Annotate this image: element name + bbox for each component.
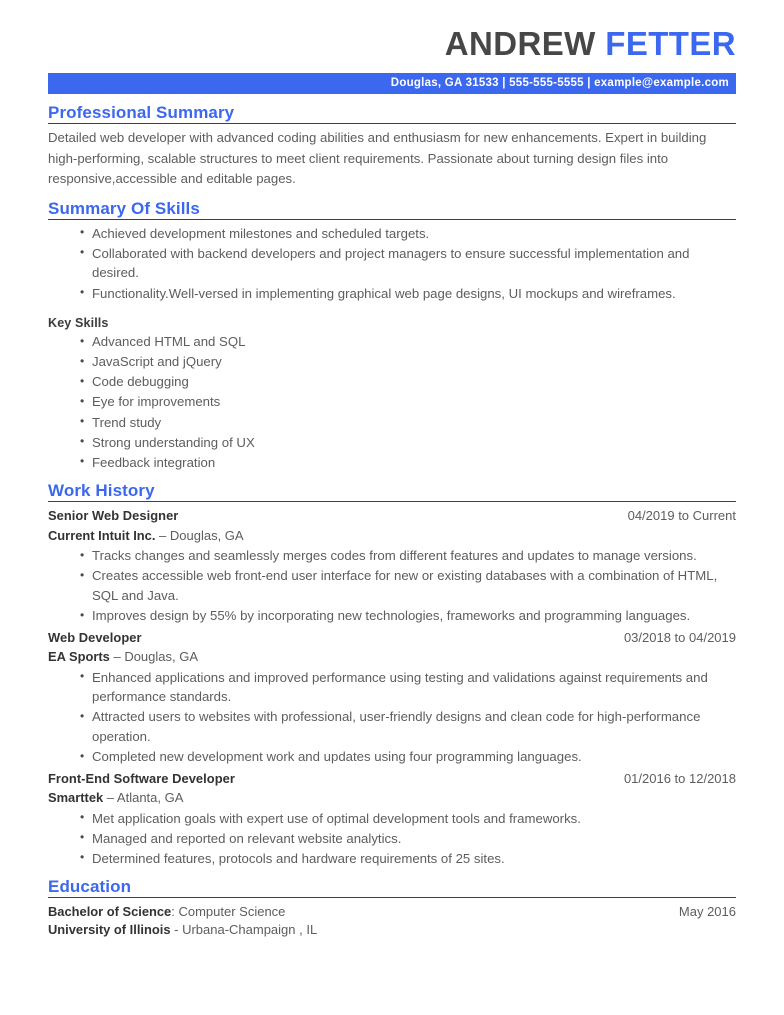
school-separator: - [170,921,183,937]
job-dates: 03/2018 to 04/2019 [623,629,736,645]
section-title-professional-summary: Professional Summary [48,103,235,123]
job-company-row [48,788,736,808]
job-separator: – [109,649,125,665]
list-item: • Enhanced applications and improved performance using testing and validations against requirements and performance standards. [80,668,736,707]
work-history-entry [48,769,736,869]
list-item: • Strong understanding of UX [80,433,736,453]
section-title-summary-of-skills: Summary Of Skills [48,198,200,218]
job-separator: – [155,527,170,543]
list-item: • Achieved development milestones and scheduled targets. [80,224,736,244]
section-divider [48,897,736,898]
work-history-entry [48,628,736,767]
list-item: • Determined features, protocols and hardware requirements of 25 sites. [80,849,736,869]
degree-label: Bachelor of Science [48,904,172,920]
list-item: • Completed new development work and updates using four programming languages. [80,747,736,767]
job-company-name: EA Sports [48,649,110,665]
section-title-education: Education [48,877,132,897]
section-summary-of-skills [48,199,736,473]
job-location: Douglas, GA [169,527,244,543]
work-history-entry [48,506,736,625]
list-item: • Creates accessible web front-end user interface for new or existing databases with a combination of HTML, SQL and Java. [80,566,736,605]
list-item: • Functionality.Well-versed in implementing graphical web page designs, UI mockups and wireframes. [80,284,736,304]
section-divider [48,123,736,124]
job-company-row [48,647,736,667]
job-dates: 01/2016 to 12/2018 [623,770,736,786]
job-dates: 04/2019 to Current [627,508,736,524]
section-divider [48,219,736,220]
school-name: University of Illinois [48,921,171,937]
education-degree-row [48,902,736,922]
degree-separator: : [171,904,179,920]
key-skills-heading: Key Skills [48,316,109,331]
job-title: Web Developer [48,629,142,645]
summary-of-skills-list [48,224,736,303]
school-location: Urbana-Champaign , IL [182,921,318,937]
job-title-row [48,506,736,526]
job-title-row [48,628,736,648]
resume-header-name [48,0,736,62]
job-bullets [48,546,736,625]
job-bullets [48,668,736,767]
degree-field: Computer Science [178,904,286,920]
list-item: • Trend study [80,413,736,433]
education-date: May 2016 [678,904,736,920]
list-item: • Code debugging [80,372,736,392]
job-company-row [48,526,736,546]
list-item: • Feedback integration [80,453,736,473]
section-divider [48,501,736,502]
contact-bar: Douglas, GA 31533 | 555-555-5555 | example@example.com [48,73,736,94]
education-degree [48,902,285,922]
list-item: • Met application goals with expert use of optimal development tools and frameworks. [80,809,736,829]
job-location: Atlanta, GA [116,790,184,806]
job-company-name: Current Intuit Inc. [48,527,156,543]
list-item: • Attracted users to websites with professional, user-friendly designs and clean code for high-performance operation. [80,707,736,746]
key-skills-list [48,332,736,472]
section-title-work-history: Work History [48,481,155,501]
job-title: Front-End Software Developer [48,770,235,786]
list-item: • Collaborated with backend developers and project managers to ensure successful implementation and desired. [80,244,736,283]
section-work-history [48,481,736,868]
job-title: Senior Web Designer [48,508,179,524]
first-name: ANDREW [444,25,596,62]
section-education [48,877,736,937]
last-name: FETTER [605,25,736,62]
job-location: Douglas, GA [124,649,199,665]
list-item: • Advanced HTML and SQL [80,332,736,352]
list-item: • Improves design by 55% by incorporating new technologies, frameworks and programming languages. [80,606,736,626]
job-bullets [48,809,736,869]
list-item: • Eye for improvements [80,392,736,412]
job-title-row [48,769,736,789]
list-item: • Managed and reported on relevant website analytics. [80,829,736,849]
job-company-name: Smarttek [48,790,104,806]
section-professional-summary [48,103,736,190]
job-separator: – [103,790,117,806]
list-item: • Tracks changes and seamlessly merges codes from different features and updates to manage versions. [80,546,736,566]
education-school-row [48,922,736,937]
professional-summary-text: Detailed web developer with advanced coding abilities and enthusiasm for new enhancements. Expert in building high-performing, scalable structures to meet client requirements. Passionate about turning design files into responsive,accessible and editable pages. [48,130,707,187]
list-item: • JavaScript and jQuery [80,352,736,372]
